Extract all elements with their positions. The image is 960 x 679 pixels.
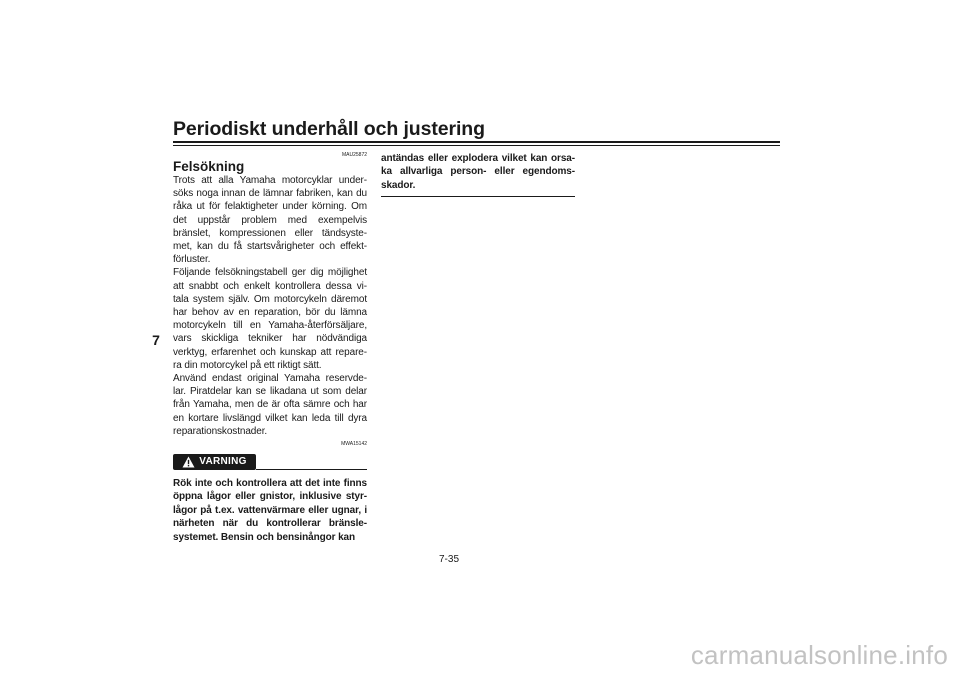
warning-triangle-icon <box>182 456 195 468</box>
watermark: carmanualsonline.info <box>690 640 948 670</box>
warning-end-rule <box>381 196 575 197</box>
warning-rule <box>256 469 367 470</box>
title-rule-thin <box>173 145 780 146</box>
paragraph-intro: Trots att alla Yamaha motorcyklar under-söks noga innan de lämnar fabriken, kan du råka ut för felaktigheter under körning. Om det uppstår problem med exempelvis bränslet, kompressionen eller tändsyste-met, kan du få startsvårigheter och effekt-förluster. <box>173 175 367 266</box>
paragraph-genuine-parts: Använd endast original Yamaha reservde-lar. Piratdelar kan se likadana ut som delar från Yamaha, men de är ofta sämre och har en kortare livslängd vilket kan leda till dyra reparationskostnader. <box>173 373 367 437</box>
warning-header <box>173 451 367 473</box>
warning-text-part2: antändas eller explodera vilket kan orsa-ka allvarliga person- eller egendoms-skador. <box>381 153 575 191</box>
right-column <box>381 152 575 197</box>
warning-label: VARNING <box>199 456 247 468</box>
section-heading: Felsökning <box>173 159 245 174</box>
paragraph-troubleshooting: Följande felsökningstabell ger dig möjlighet att snabbt och enkelt kontrollera dessa vi-tala system själv. Om motorcykeln däremot har behov av en reparation, bör du lämna motorcykeln till en Yamaha-återförsäljare, vars skickliga tekniker har nödvändiga verktyg, erfarenhet och kunskap att repare-ra din motorcykel på ett riktigt sätt. <box>173 267 367 371</box>
page-title: Periodiskt underhåll och justering <box>173 118 485 140</box>
page-number: 7-35 <box>439 554 460 565</box>
warning-badge <box>173 454 256 470</box>
chapter-tab: 7 <box>152 332 160 348</box>
left-column <box>173 152 367 544</box>
section-code: MAU25872 <box>341 152 367 158</box>
title-rule-thick <box>173 141 780 143</box>
warning-code: MWA15142 <box>341 441 367 448</box>
warning-text-part1: Rök inte och kontrollera att det inte finns öppna lågor eller gnistor, inklusive styr-lågor på t.ex. vattenvärmare eller ugnar, i närheten när du kontrollerar bränsle-systemet. Bensin och bensinångor kan <box>173 478 367 543</box>
